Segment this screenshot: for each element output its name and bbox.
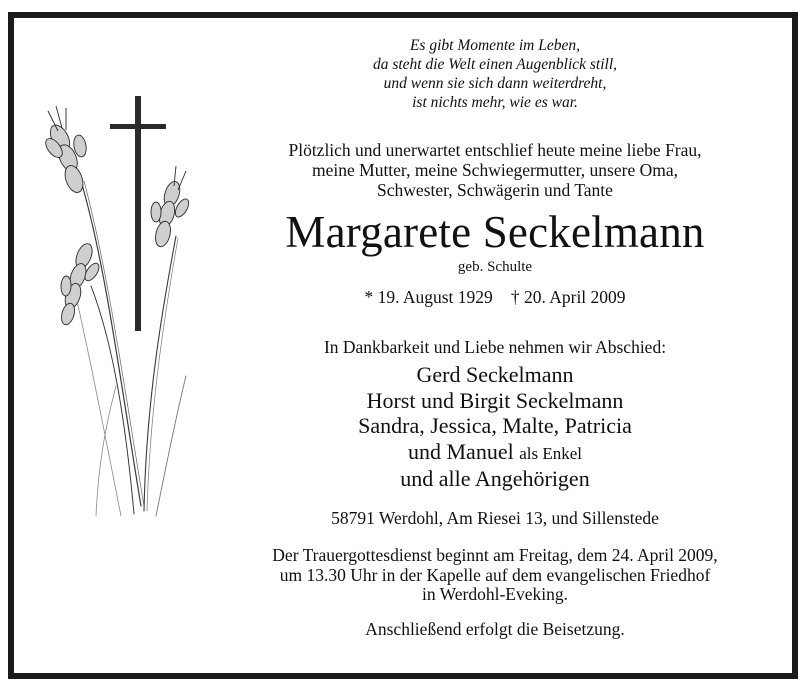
funeral-service: [250, 546, 740, 605]
deceased-name: Margarete Seckelmann: [285, 207, 705, 257]
grandchild-suffix: als Enkel: [519, 443, 582, 463]
poem-line: und wenn sie sich dann weiterdreht,: [383, 75, 607, 92]
intro-line: Plötzlich und unerwartet entschlief heute meine liebe Frau,: [288, 140, 702, 160]
grandchild-line: [250, 439, 740, 467]
birth-date: * 19. August 1929: [364, 287, 493, 307]
intro-line: meine Mutter, meine Schwiegermutter, unsere Oma,: [312, 160, 678, 180]
poem: [250, 36, 740, 112]
cross-and-wheat-illustration: [26, 86, 201, 526]
poem-line: da steht die Welt einen Augenblick still,: [372, 56, 618, 73]
mourner: Gerd Seckelmann: [416, 362, 574, 387]
farewell-intro: In Dankbarkeit und Liebe nehmen wir Abschied:: [323, 337, 667, 357]
poem-line: ist nichts mehr, wie es war.: [412, 94, 578, 111]
birth-name: geb. Schulte: [457, 259, 533, 275]
poem-line: Es gibt Momente im Leben,: [409, 37, 581, 54]
service-line: um 13.30 Uhr in der Kapelle auf dem evangelischen Friedhof: [279, 564, 711, 585]
service-line: Der Trauergottesdienst beginnt am Freitag, dem 24. April 2009,: [272, 545, 718, 565]
death-date: † 20. April 2009: [510, 287, 626, 307]
relatives: und alle Angehörigen: [400, 466, 590, 491]
burial-note: Anschließend erfolgt die Beisetzung.: [365, 619, 625, 639]
wheat-ear-icon: [151, 166, 191, 248]
mourners-list: [250, 362, 740, 492]
mourner: Horst und Birgit Seckelmann: [366, 387, 624, 413]
address: 58791 Werdohl, Am Riesei 13, und Sillenstede: [331, 508, 659, 528]
announcement-intro: [250, 140, 740, 200]
life-dates: [250, 286, 740, 308]
service-line: in Werdohl-Eveking.: [421, 584, 568, 604]
wheat-ear-icon: [42, 106, 87, 195]
grandchild-name: und Manuel: [408, 438, 514, 464]
wheat-ear-icon: [59, 241, 102, 326]
intro-line: Schwester, Schwägerin und Tante: [377, 180, 613, 200]
mourner: Sandra, Jessica, Malte, Patricia: [358, 413, 632, 438]
